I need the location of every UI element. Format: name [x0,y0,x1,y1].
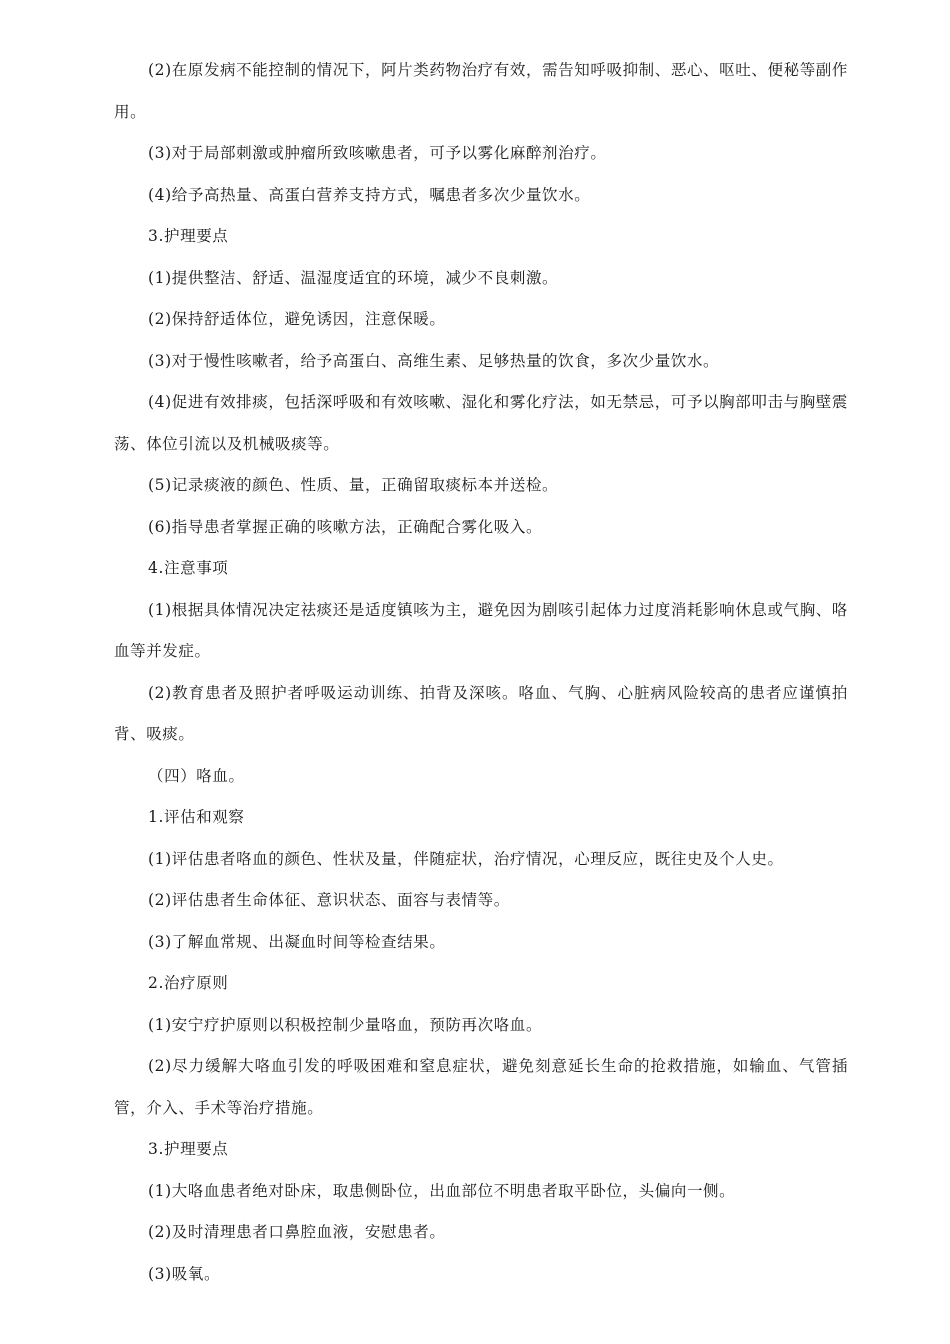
subsection-heading-assessment: 1.评估和观察 [148,808,245,826]
paragraph-lab-results: (3)了解血常规、出凝血时间等检查结果。 [148,932,446,951]
paragraph-sputum-clearance: (4)促进有效排痰，包括深呼吸和有效咳嗽、湿化和雾化疗法，如无禁忌，可予以胸部叩击与胸壁震荡、体位引流以及机械吸痰等。 [114,393,848,453]
paragraph-clear-airway: (2)及时清理患者口鼻腔血液，安慰患者。 [148,1223,446,1241]
paragraph-chronic-cough-diet: (3)对于慢性咳嗽者，给予高蛋白、高维生素、足够热量的饮食，多次少量饮水。 [148,351,720,370]
section-heading-precautions: 4.注意事项 [148,559,229,577]
subsection-heading-treatment: 2.治疗原则 [148,974,229,992]
paragraph-assess-vitals: (2)评估患者生命体征、意识状态、面容与表情等。 [148,891,510,909]
paragraph-environment: (1)提供整洁、舒适、温湿度适宜的环境，减少不良刺激。 [148,268,559,287]
paragraph-control-bleeding: (1)安宁疗护原则以积极控制少量咯血，预防再次咯血。 [148,1015,543,1034]
paragraph-assess-hemoptysis: (1)评估患者咯血的颜色、性状及量，伴随症状，治疗情况，心理反应，既往史及个人史。 [148,849,784,868]
paragraph-bed-rest: (1)大咯血患者绝对卧床，取患侧卧位，出血部位不明患者取平卧位，头偏向一侧。 [148,1181,736,1200]
paragraph-body-position: (2)保持舒适体位，避免诱因，注意保暖。 [148,310,446,328]
section-heading-nursing-points: 3.护理要点 [148,227,229,245]
section-heading-hemoptysis: （四）咯血。 [148,766,245,785]
subsection-heading-nursing-points: 3.护理要点 [148,1140,229,1158]
paragraph-cough-technique: (6)指导患者掌握正确的咳嗽方法，正确配合雾化吸入。 [148,517,543,536]
paragraph-opioid-therapy: (2)在原发病不能控制的情况下，阿片类药物治疗有效，需告知呼吸抑制、恶心、呕吐、便秘等副作用。 [114,61,848,121]
paragraph-nebulized-anesthetic: (3)对于局部刺激或肿瘤所致咳嗽患者，可予以雾化麻醉剂治疗。 [148,144,607,162]
paragraph-nutrition-support: (4)给予高热量、高蛋白营养支持方式，嘱患者多次少量饮水。 [148,185,591,204]
paragraph-oxygen: (3)吸氧。 [148,1264,221,1283]
paragraph-expectorant-choice: (1)根据具体情况决定祛痰还是适度镇咳为主，避免因为剧咳引起体力过度消耗影响休息或气胸、咯血等并发症。 [114,600,848,660]
document-body [114,50,848,1295]
paragraph-relieve-symptoms: (2)尽力缓解大咯血引发的呼吸困难和窒息症状，避免刻意延长生命的抢救措施，如输血、气管插管，介入、手术等治疗措施。 [114,1057,848,1117]
paragraph-sputum-record: (5)记录痰液的颜色、性质、量，正确留取痰标本并送检。 [148,476,559,494]
paragraph-caregiver-education: (2)教育患者及照护者呼吸运动训练、拍背及深咳。咯血、气胸、心脏病风险较高的患者应谨慎拍背、吸痰。 [114,683,848,743]
